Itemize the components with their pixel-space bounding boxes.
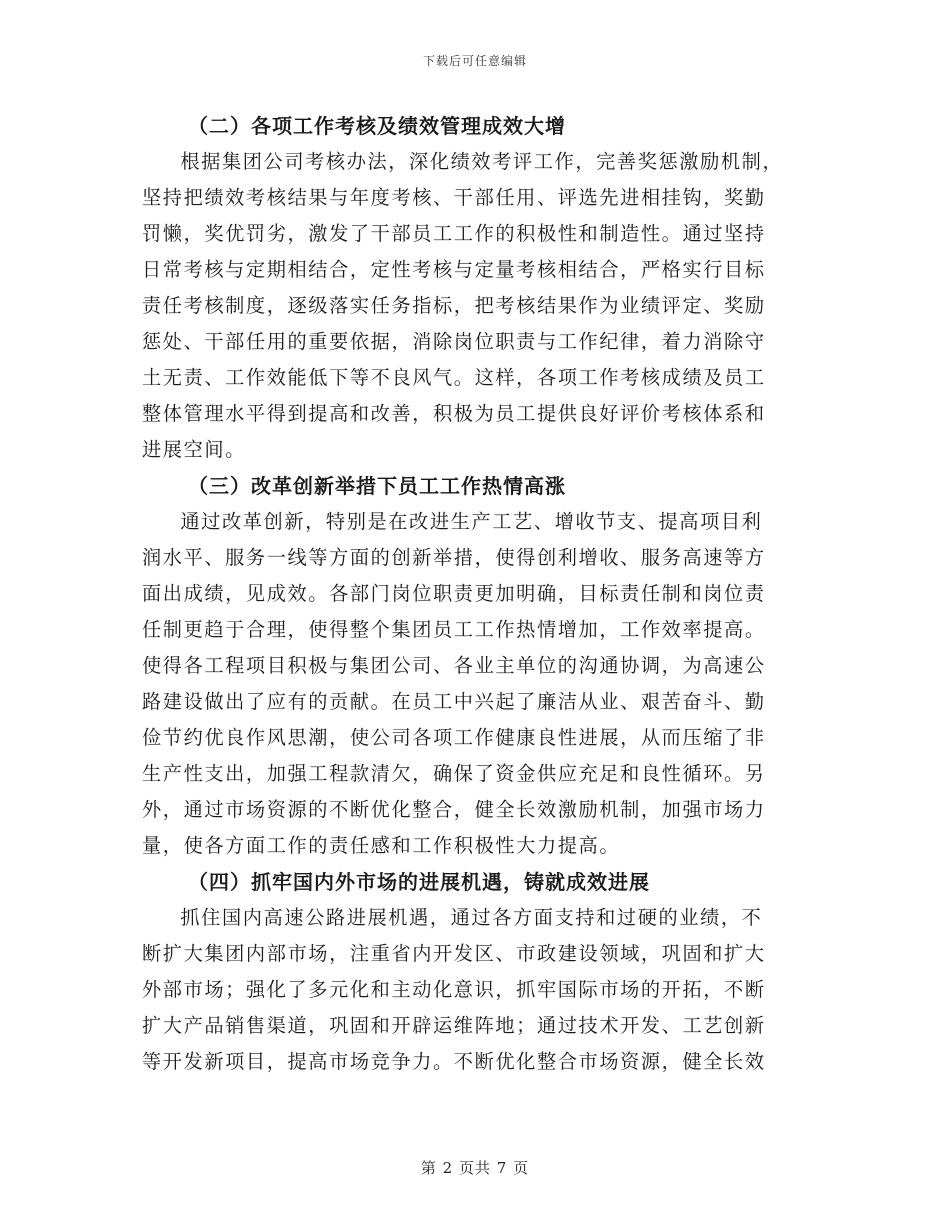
paragraph [142, 900, 802, 1080]
section-heading: （二）各项工作考核及绩效管理成效大增 [188, 114, 566, 138]
paragraph-line: 外部市场；强化了多元化和主动化意识，抓牢国际市场的开拓，不断 [142, 978, 766, 1001]
paragraph-line: 扩大产品销售渠道，巩固和开辟运维阵地；通过技术开发、工艺创新 [142, 1014, 766, 1037]
paragraph-line: 责任考核制度，逐级落实任务指标，把考核结果作为业绩评定、奖励 [142, 294, 766, 317]
section-heading: （四）抓牢国内外市场的进展机遇，铸就成效进展 [188, 870, 650, 894]
paragraph [142, 144, 802, 468]
section-4 [142, 864, 802, 1080]
paragraph-line: 坚持把绩效考核结果与年度考核、干部任用、评选先进相挂钩，奖勤 [142, 186, 766, 209]
paragraph-line: 路建设做出了应有的贡献。在员工中兴起了廉洁从业、艰苦奋斗、勤 [142, 690, 766, 713]
paragraph-line: 惩处、干部任用的重要依据，消除岗位职责与工作纪律，着力消除守 [142, 330, 766, 353]
paragraph-line: 抓住国内高速公路进展机遇，通过各方面支持和过硬的业绩，不 [180, 906, 763, 929]
paragraph-line: 面出成绩，见成效。各部门岗位职责更加明确，目标责任制和岗位责 [142, 582, 766, 605]
paragraph-line: 整体管理水平得到提高和改善，积极为员工提供良好评价考核体系和 [142, 402, 766, 425]
paragraph-line: 润水平、服务一线等方面的创新举措，使得创利增收、服务高速等方 [142, 546, 766, 569]
page-number: 第 2 页共 7 页 [420, 1159, 530, 1177]
paragraph-line: 土无责、工作效能低下等不良风气。这样，各项工作考核成绩及员工 [142, 366, 766, 389]
paragraph-line: 根据集团公司考核办法，深化绩效考评工作，完善奖惩激励机制， [180, 150, 784, 173]
document-body [142, 108, 802, 1080]
paragraph-line: 俭节约优良作风思潮，使公司各项工作健康良性进展，从而压缩了非 [142, 726, 766, 749]
section-3 [142, 468, 802, 864]
paragraph-line: 日常考核与定期相结合，定性考核与定量考核相结合，严格实行目标 [142, 258, 766, 281]
section-heading: （三）改革创新举措下员工工作热情高涨 [188, 474, 566, 498]
section-2 [142, 108, 802, 468]
paragraph-line: 生产性支出，加强工程款清欠，确保了资金供应充足和良性循环。另 [142, 762, 766, 785]
paragraph-line: 通过改革创新，特别是在改进生产工艺、增收节支、提高项目利 [180, 510, 763, 533]
paragraph-line: 使得各工程项目积极与集团公司、各业主单位的沟通协调，为高速公 [142, 654, 766, 677]
paragraph-line: 外，通过市场资源的不断优化整合，健全长效激励机制，加强市场力 [142, 798, 766, 821]
paragraph-line: 任制更趋于合理，使得整个集团员工工作热情增加，工作效率提高。 [142, 618, 766, 641]
paragraph-line: 等开发新项目，提高市场竞争力。不断优化整合市场资源，健全长效 [142, 1050, 766, 1073]
paragraph [142, 504, 802, 864]
paragraph-line: 断扩大集团内部市场，注重省内开发区、市政建设领域，巩固和扩大 [142, 942, 766, 965]
page-header-note: 下载后可任意编辑 [422, 54, 527, 68]
paragraph-line: 进展空间。 [142, 438, 246, 461]
paragraph-line: 量，使各方面工作的责任感和工作积极性大力提高。 [142, 834, 621, 857]
paragraph-line: 罚懒，奖优罚劣，激发了干部员工工作的积极性和制造性。通过坚持 [142, 222, 766, 245]
